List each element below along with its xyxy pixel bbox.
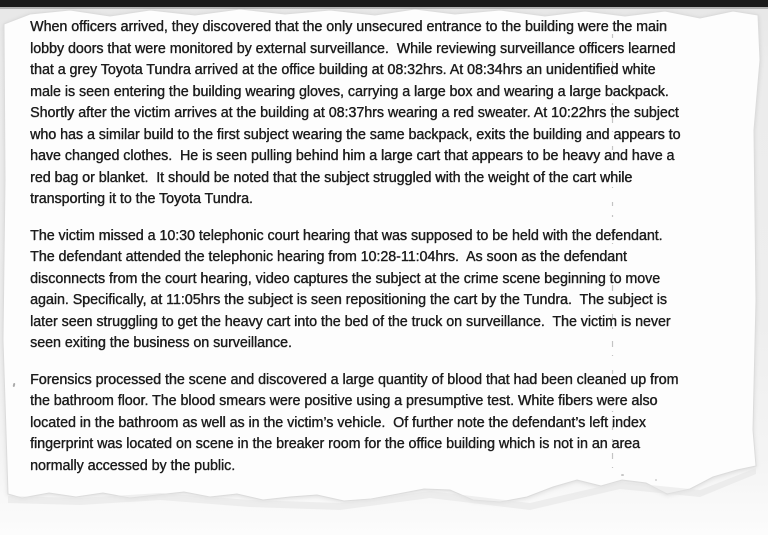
text-line: disconnects from the court hearing, video captures the subject at the crime scene beginning to move bbox=[30, 270, 661, 287]
text-line: The victim missed a 10:30 telephonic court hearing that was supposed to be held with the defendant. bbox=[30, 227, 663, 244]
document-text bbox=[30, 17, 760, 492]
text-line: located in the bathroom as well as in the victim’s vehicle. Of further note the defendant’s left index bbox=[30, 414, 646, 431]
text-line: later seen struggling to get the heavy cart into the bed of the truck on surveillance. The victim is never bbox=[30, 313, 671, 330]
text-line: who has a similar build to the first subject wearing the same backpack, exits the building and appears to bbox=[30, 126, 681, 143]
scan-top-bar-fade bbox=[0, 7, 768, 9]
text-line: transporting it to the Toyota Tundra. bbox=[30, 191, 253, 207]
paragraph bbox=[30, 17, 760, 211]
text-line: lobby doors that were monitored by external surveillance. While reviewing surveillance officers learned bbox=[30, 40, 676, 57]
text-line: male is seen entering the building wearing gloves, carrying a large box and wearing a large backpack. bbox=[30, 83, 669, 100]
text-line: fingerprint was located on scene in the breaker room for the office building which is not in an area bbox=[30, 436, 640, 452]
scan-top-bar bbox=[0, 0, 768, 7]
text-line: Shortly after the victim arrives at the building at 08:37hrs wearing a red sweater. At 10:22hrs the subject bbox=[30, 105, 679, 121]
text-line: the bathroom floor. The blood smears were positive using a presumptive test. White fibers were also bbox=[30, 393, 658, 409]
paragraph bbox=[30, 370, 760, 478]
text-line: seen exiting the business on surveillance. bbox=[30, 335, 292, 351]
text-line: again. Specifically, at 11:05hrs the subject is seen repositioning the cart by the Tundra. The subject is bbox=[30, 292, 667, 308]
text-line: The defendant attended the telephonic hearing from 10:28-11:04hrs. As soon as the defendant bbox=[30, 249, 627, 265]
text-line: red bag or blanket. It should be noted that the subject struggled with the weight of the cart while bbox=[30, 169, 633, 186]
paragraph bbox=[30, 226, 760, 355]
text-line: have changed clothes. He is seen pulling behind him a large cart that appears to be heavy and have a bbox=[30, 148, 675, 164]
text-line: Forensics processed the scene and discovered a large quantity of blood that had been cleaned up from bbox=[30, 371, 679, 388]
text-line: When officers arrived, they discovered that the only unsecured entrance to the building were the main bbox=[30, 19, 667, 35]
text-line: normally accessed by the public. bbox=[30, 457, 236, 474]
text-line: that a grey Toyota Tundra arrived at the office building at 08:32hrs. At 08:34hrs an unidentified white bbox=[30, 62, 656, 78]
